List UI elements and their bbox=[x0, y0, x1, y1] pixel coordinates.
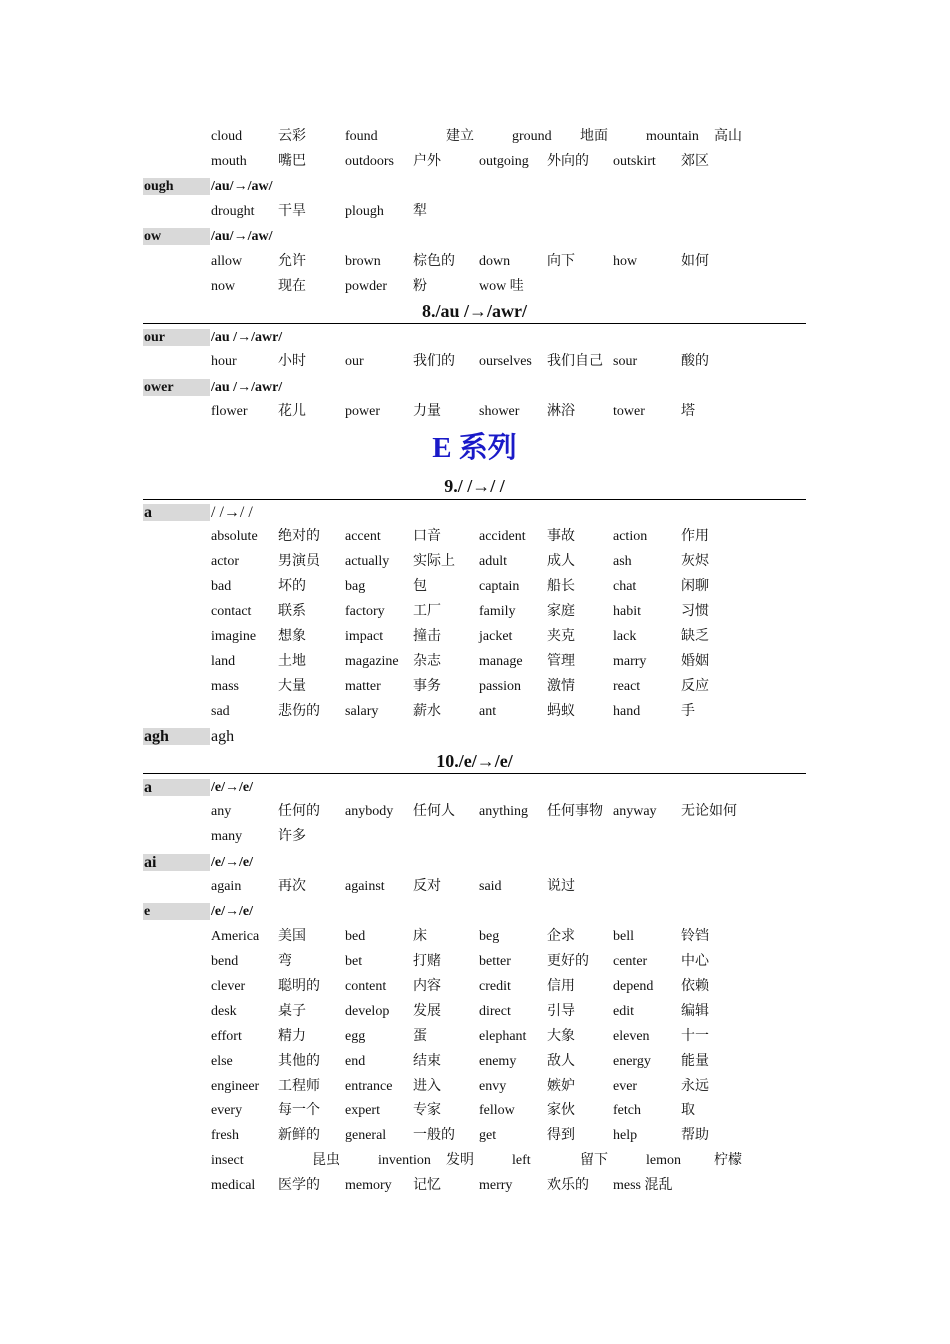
vocab-meaning: 事务 bbox=[413, 679, 441, 694]
vocab-meaning: 发展 bbox=[413, 1004, 441, 1019]
vocab-meaning: 帮助 bbox=[681, 1128, 709, 1143]
vocab-row bbox=[0, 824, 950, 849]
vocab-meaning: 说过 bbox=[547, 879, 575, 894]
vocab-meaning: 闲聊 bbox=[681, 579, 709, 594]
vocab-row bbox=[0, 1123, 950, 1148]
vocab-meaning: 蚂蚁 bbox=[547, 704, 575, 719]
vocab-meaning: 塔 bbox=[681, 404, 695, 419]
vocab-word: ash bbox=[613, 554, 632, 569]
spelling-pattern-row bbox=[0, 724, 950, 749]
vocab-meaning: 手 bbox=[681, 704, 695, 719]
vocab-word: react bbox=[613, 679, 641, 694]
vocab-meaning: 夹克 bbox=[547, 629, 575, 644]
spelling-pattern-row bbox=[0, 375, 950, 400]
vocab-meaning: 昆虫 bbox=[312, 1153, 340, 1168]
pattern-highlight bbox=[143, 903, 210, 920]
vocab-word: imagine bbox=[211, 629, 257, 644]
vocab-word: merry bbox=[479, 1178, 513, 1193]
vocab-meaning: 管理 bbox=[547, 654, 575, 669]
sound-rule: agh bbox=[211, 728, 235, 745]
spelling-pattern: agh bbox=[144, 728, 169, 745]
vocab-word: outdoors bbox=[345, 154, 394, 169]
vocab-word: drought bbox=[211, 204, 255, 219]
vocab-row bbox=[0, 999, 950, 1024]
vocab-row bbox=[0, 974, 950, 999]
vocab-word: fresh bbox=[211, 1128, 239, 1143]
vocab-row bbox=[0, 799, 950, 824]
vocab-meaning: 柠檬 bbox=[714, 1153, 742, 1168]
vocab-word: ground bbox=[512, 129, 552, 144]
sound-rule: /e/→/e/ bbox=[211, 855, 253, 870]
vocab-word: any bbox=[211, 804, 232, 819]
vocab-word: impact bbox=[345, 629, 384, 644]
vocab-meaning: 专家 bbox=[413, 1103, 441, 1118]
vocab-word: insect bbox=[211, 1153, 244, 1168]
vocab-word: sour bbox=[613, 354, 638, 369]
spelling-pattern: ower bbox=[144, 380, 174, 395]
vocab-meaning: 聪明的 bbox=[278, 979, 320, 994]
vocab-meaning: 犁 bbox=[413, 204, 427, 219]
pattern-highlight bbox=[143, 779, 210, 796]
vocab-meaning: 依赖 bbox=[681, 979, 709, 994]
vocab-word: direct bbox=[479, 1004, 511, 1019]
vocab-word: flower bbox=[211, 404, 248, 419]
vocab-row bbox=[0, 199, 950, 224]
vocab-word: factory bbox=[345, 604, 385, 619]
vocab-word: anybody bbox=[345, 804, 394, 819]
spelling-pattern-row bbox=[0, 325, 950, 350]
vocab-meaning: 成人 bbox=[547, 554, 575, 569]
vocab-meaning: 嘴巴 bbox=[278, 154, 306, 169]
vocab-meaning: 大象 bbox=[547, 1029, 575, 1044]
vocab-meaning: 医学的 bbox=[278, 1178, 320, 1193]
vocab-word: ever bbox=[613, 1079, 638, 1094]
spelling-pattern: a bbox=[144, 504, 152, 521]
vocab-meaning: 企求 bbox=[547, 929, 575, 944]
vocab-word: entrance bbox=[345, 1079, 393, 1094]
vocab-meaning: 蛋 bbox=[413, 1029, 427, 1044]
vocab-meaning: 美国 bbox=[278, 929, 306, 944]
vocab-word: outgoing bbox=[479, 154, 529, 169]
vocab-word: envy bbox=[479, 1079, 507, 1094]
vocab-word: ourselves bbox=[479, 354, 532, 369]
vocab-meaning: 想象 bbox=[278, 629, 306, 644]
vocab-row bbox=[0, 574, 950, 599]
vocab-word: bag bbox=[345, 579, 366, 594]
vocab-row bbox=[0, 924, 950, 949]
vocab-word: cloud bbox=[211, 129, 243, 144]
vocab-meaning: 淋浴 bbox=[547, 404, 575, 419]
vocab-word: land bbox=[211, 654, 236, 669]
section-heading: 9./ /→/ / bbox=[444, 476, 505, 496]
vocab-meaning: 敌人 bbox=[547, 1054, 575, 1069]
vocab-row bbox=[0, 1098, 950, 1123]
vocab-meaning: 其他的 bbox=[278, 1054, 320, 1069]
vocab-meaning: 小时 bbox=[278, 354, 306, 369]
vocab-row bbox=[0, 524, 950, 549]
vocab-word: again bbox=[211, 879, 242, 894]
vocab-row bbox=[0, 674, 950, 699]
vocab-row bbox=[0, 149, 950, 174]
vocab-word: captain bbox=[479, 579, 520, 594]
vocab-word: matter bbox=[345, 679, 381, 694]
vocab-word: get bbox=[479, 1128, 497, 1143]
vocab-meaning: 缺乏 bbox=[681, 629, 709, 644]
vocab-meaning: 灰烬 bbox=[681, 554, 709, 569]
vocab-meaning: 工程师 bbox=[278, 1079, 320, 1094]
vocab-word: anything bbox=[479, 804, 528, 819]
vocab-word: action bbox=[613, 529, 648, 544]
vocab-word: every bbox=[211, 1103, 243, 1118]
vocab-meaning: 船长 bbox=[547, 579, 575, 594]
vocab-meaning: 外向的 bbox=[547, 154, 589, 169]
vocab-meaning: 包 bbox=[413, 579, 427, 594]
vocab-word: invention bbox=[378, 1153, 431, 1168]
vocab-meaning: 高山 bbox=[714, 129, 742, 144]
spelling-pattern-row bbox=[0, 500, 950, 525]
vocab-word: edit bbox=[613, 1004, 634, 1019]
vocab-meaning: 酸的 bbox=[681, 354, 709, 369]
vocab-meaning: 新鲜的 bbox=[278, 1128, 320, 1143]
spelling-pattern: e bbox=[144, 904, 151, 919]
vocab-row bbox=[0, 549, 950, 574]
vocab-meaning: 绝对的 bbox=[278, 529, 320, 544]
vocab-word: mountain bbox=[646, 129, 699, 144]
vocab-row bbox=[0, 1024, 950, 1049]
vocab-word: bet bbox=[345, 954, 363, 969]
vocab-meaning: 一般的 bbox=[413, 1128, 455, 1143]
section-heading: 8./au /→/awr/ bbox=[421, 301, 527, 321]
vocab-meaning: 男演员 bbox=[278, 554, 320, 569]
vocab-meaning: 任何的 bbox=[278, 804, 320, 819]
vocab-row bbox=[0, 1148, 950, 1173]
vocab-meaning: 任何事物 bbox=[547, 804, 603, 819]
vocab-row bbox=[0, 1049, 950, 1074]
vocab-word: tower bbox=[613, 404, 645, 419]
vocab-meaning: 更好的 bbox=[547, 954, 589, 969]
vocab-meaning: 激情 bbox=[547, 679, 575, 694]
sound-rule: /au /→/awr/ bbox=[211, 330, 283, 345]
vocab-word: desk bbox=[211, 1004, 237, 1019]
vocab-word: against bbox=[345, 879, 385, 894]
vocab-word: accident bbox=[479, 529, 526, 544]
vocab-word: brown bbox=[345, 254, 381, 269]
vocab-meaning: 口音 bbox=[413, 529, 441, 544]
vocab-row bbox=[0, 949, 950, 974]
vocab-meaning: 反应 bbox=[681, 679, 709, 694]
vocab-word: jacket bbox=[479, 629, 513, 644]
vocab-meaning: 棕色的 bbox=[413, 254, 455, 269]
spelling-pattern-row bbox=[0, 850, 950, 875]
sound-rule: /e/→/e/ bbox=[211, 780, 253, 795]
spelling-pattern-row bbox=[0, 899, 950, 924]
vocab-meaning: 床 bbox=[413, 929, 427, 944]
vocab-meaning: 精力 bbox=[278, 1029, 306, 1044]
vocab-word: help bbox=[613, 1128, 638, 1143]
vocab-word: mess 混乱 bbox=[613, 1178, 673, 1193]
vocab-word: passion bbox=[479, 679, 521, 694]
vocab-word: fellow bbox=[479, 1103, 515, 1118]
sound-rule: /e/→/e/ bbox=[211, 904, 253, 919]
vocab-row bbox=[0, 274, 950, 299]
vocab-word: end bbox=[345, 1054, 366, 1069]
vocab-meaning: 永远 bbox=[681, 1079, 709, 1094]
series-title: E 系列 bbox=[432, 432, 517, 464]
vocab-meaning: 婚姻 bbox=[681, 654, 709, 669]
vocab-word: enemy bbox=[479, 1054, 517, 1069]
vocab-row bbox=[0, 399, 950, 424]
vocab-word: wow 哇 bbox=[479, 279, 524, 294]
vocab-word: many bbox=[211, 829, 243, 844]
vocab-meaning: 现在 bbox=[278, 279, 306, 294]
vocab-word: accent bbox=[345, 529, 381, 544]
vocab-word: hand bbox=[613, 704, 641, 719]
vocab-word: sad bbox=[211, 704, 230, 719]
vocab-word: habit bbox=[613, 604, 641, 619]
spelling-pattern: our bbox=[144, 330, 165, 345]
vocab-word: bell bbox=[613, 929, 634, 944]
vocab-meaning: 薪水 bbox=[413, 704, 441, 719]
vocab-word: outskirt bbox=[613, 154, 656, 169]
vocab-word: fetch bbox=[613, 1103, 641, 1118]
sound-rule: /au /→/awr/ bbox=[211, 380, 283, 395]
vocab-word: ant bbox=[479, 704, 497, 719]
vocab-row bbox=[0, 124, 950, 149]
vocab-meaning: 建立 bbox=[446, 129, 474, 144]
vocab-word: mouth bbox=[211, 154, 247, 169]
vocab-row bbox=[0, 624, 950, 649]
vocab-row bbox=[0, 349, 950, 374]
spelling-pattern-row bbox=[0, 775, 950, 800]
vocab-meaning: 家庭 bbox=[547, 604, 575, 619]
vocab-word: magazine bbox=[345, 654, 399, 669]
vocab-row bbox=[0, 699, 950, 724]
vocab-meaning: 事故 bbox=[547, 529, 575, 544]
vocab-meaning: 家伙 bbox=[547, 1103, 575, 1118]
vocab-meaning: 杂志 bbox=[413, 654, 441, 669]
vocab-word: effort bbox=[211, 1029, 242, 1044]
vocab-row bbox=[0, 874, 950, 899]
vocab-row bbox=[0, 599, 950, 624]
sound-rule: /au/→/aw/ bbox=[211, 179, 273, 194]
vocab-meaning: 实际上 bbox=[413, 554, 455, 569]
vocab-meaning: 记忆 bbox=[413, 1178, 441, 1193]
vocab-word: down bbox=[479, 254, 511, 269]
vocab-meaning: 我们的 bbox=[413, 354, 455, 369]
vocab-word: our bbox=[345, 354, 364, 369]
vocab-word: content bbox=[345, 979, 387, 994]
vocab-meaning: 无论如何 bbox=[681, 804, 737, 819]
vocab-meaning: 桌子 bbox=[278, 1004, 306, 1019]
vocab-word: now bbox=[211, 279, 236, 294]
vocab-word: America bbox=[211, 929, 260, 944]
vocab-meaning: 向下 bbox=[547, 254, 575, 269]
vocab-meaning: 作用 bbox=[681, 529, 709, 544]
vocab-word: egg bbox=[345, 1029, 366, 1044]
vocab-word: adult bbox=[479, 554, 507, 569]
vocab-word: bad bbox=[211, 579, 232, 594]
vocab-word: elephant bbox=[479, 1029, 527, 1044]
vocab-meaning: 发明 bbox=[446, 1153, 474, 1168]
vocab-word: memory bbox=[345, 1178, 392, 1193]
vocab-meaning: 嫉妒 bbox=[547, 1079, 575, 1094]
vocab-word: general bbox=[345, 1128, 387, 1143]
sound-rule: /au/→/aw/ bbox=[211, 229, 273, 244]
vocab-word: plough bbox=[345, 204, 384, 219]
vocab-meaning: 我们自己 bbox=[547, 354, 603, 369]
vocab-meaning: 能量 bbox=[681, 1054, 709, 1069]
vocab-word: power bbox=[345, 404, 380, 419]
vocab-meaning: 云彩 bbox=[278, 129, 306, 144]
vocab-meaning: 大量 bbox=[278, 679, 306, 694]
vocab-meaning: 允许 bbox=[278, 254, 306, 269]
vocab-word: better bbox=[479, 954, 511, 969]
vocab-word: actually bbox=[345, 554, 390, 569]
section-divider bbox=[143, 773, 806, 774]
vocab-meaning: 欢乐的 bbox=[547, 1178, 589, 1193]
vocab-word: credit bbox=[479, 979, 511, 994]
vocab-meaning: 粉 bbox=[413, 279, 427, 294]
vocab-meaning: 撞击 bbox=[413, 629, 441, 644]
vocab-word: clever bbox=[211, 979, 246, 994]
vocab-word: expert bbox=[345, 1103, 380, 1118]
spelling-pattern-row bbox=[0, 174, 950, 199]
vocab-meaning: 土地 bbox=[278, 654, 306, 669]
pattern-highlight bbox=[143, 504, 210, 521]
vocab-meaning: 信用 bbox=[547, 979, 575, 994]
vocab-meaning: 取 bbox=[681, 1103, 695, 1118]
vocab-word: absolute bbox=[211, 529, 258, 544]
vocab-row bbox=[0, 649, 950, 674]
vocab-meaning: 反对 bbox=[413, 879, 441, 894]
vocab-word: marry bbox=[613, 654, 647, 669]
vocab-word: allow bbox=[211, 254, 243, 269]
vocab-meaning: 地面 bbox=[580, 129, 608, 144]
vocab-meaning: 铃铛 bbox=[681, 929, 709, 944]
vocab-word: anyway bbox=[613, 804, 657, 819]
vocab-word: actor bbox=[211, 554, 239, 569]
vocab-word: engineer bbox=[211, 1079, 260, 1094]
vocab-meaning: 力量 bbox=[413, 404, 441, 419]
vocab-word: bend bbox=[211, 954, 239, 969]
vocab-meaning: 悲伤的 bbox=[278, 704, 320, 719]
spelling-pattern-row bbox=[0, 224, 950, 249]
vocab-meaning: 弯 bbox=[278, 954, 292, 969]
vocab-word: center bbox=[613, 954, 648, 969]
vocab-meaning: 联系 bbox=[278, 604, 306, 619]
vocab-meaning: 编辑 bbox=[681, 1004, 709, 1019]
vocab-word: bed bbox=[345, 929, 366, 944]
vocab-word: hour bbox=[211, 354, 237, 369]
vocab-meaning: 坏的 bbox=[278, 579, 306, 594]
vocab-word: left bbox=[512, 1153, 531, 1168]
vocab-meaning: 任何人 bbox=[413, 804, 455, 819]
vocab-word: else bbox=[211, 1054, 233, 1069]
spelling-pattern: ough bbox=[144, 179, 174, 194]
vocab-meaning: 引导 bbox=[547, 1004, 575, 1019]
vocab-meaning: 工厂 bbox=[413, 604, 441, 619]
vocab-meaning: 打赌 bbox=[413, 954, 441, 969]
vocab-word: mass bbox=[211, 679, 239, 694]
vocab-word: lack bbox=[613, 629, 637, 644]
vocab-row bbox=[0, 1173, 950, 1198]
vocab-meaning: 十一 bbox=[681, 1029, 709, 1044]
vocab-meaning: 干旱 bbox=[278, 204, 306, 219]
vocab-row bbox=[0, 249, 950, 274]
vocab-row bbox=[0, 1074, 950, 1099]
vocab-word: contact bbox=[211, 604, 252, 619]
vocab-word: energy bbox=[613, 1054, 651, 1069]
vocab-meaning: 再次 bbox=[278, 879, 306, 894]
vocab-word: salary bbox=[345, 704, 379, 719]
section-divider bbox=[143, 323, 806, 324]
vocab-word: eleven bbox=[613, 1029, 650, 1044]
vocab-meaning: 郊区 bbox=[681, 154, 709, 169]
section-heading: 10./e/→/e/ bbox=[436, 751, 513, 771]
vocab-meaning: 许多 bbox=[278, 829, 306, 844]
vocab-meaning: 户外 bbox=[413, 154, 441, 169]
vocab-meaning: 留下 bbox=[580, 1153, 608, 1168]
vocab-meaning: 内容 bbox=[413, 979, 441, 994]
spelling-pattern: a bbox=[144, 779, 152, 796]
vocab-word: develop bbox=[345, 1004, 390, 1019]
vocab-meaning: 结束 bbox=[413, 1054, 441, 1069]
vocab-word: chat bbox=[613, 579, 637, 594]
vocab-word: powder bbox=[345, 279, 387, 294]
vocab-word: shower bbox=[479, 404, 520, 419]
vocab-word: medical bbox=[211, 1178, 256, 1193]
vocab-word: manage bbox=[479, 654, 523, 669]
vocab-word: lemon bbox=[646, 1153, 681, 1168]
vocab-word: beg bbox=[479, 929, 500, 944]
vocab-meaning: 每一个 bbox=[278, 1103, 320, 1118]
vocab-meaning: 如何 bbox=[681, 254, 709, 269]
spelling-pattern: ai bbox=[144, 854, 157, 871]
vocab-word: depend bbox=[613, 979, 654, 994]
vocab-word: said bbox=[479, 879, 502, 894]
vocab-meaning: 得到 bbox=[547, 1128, 575, 1143]
sound-rule: / /→/ / bbox=[211, 504, 253, 521]
vocab-word: family bbox=[479, 604, 516, 619]
vocab-meaning: 花儿 bbox=[278, 404, 306, 419]
vocab-meaning: 习惯 bbox=[681, 604, 709, 619]
vocab-word: found bbox=[345, 129, 378, 144]
spelling-pattern: ow bbox=[144, 229, 162, 244]
vocab-word: how bbox=[613, 254, 638, 269]
vocab-meaning: 中心 bbox=[681, 954, 709, 969]
vocab-meaning: 进入 bbox=[413, 1079, 441, 1094]
